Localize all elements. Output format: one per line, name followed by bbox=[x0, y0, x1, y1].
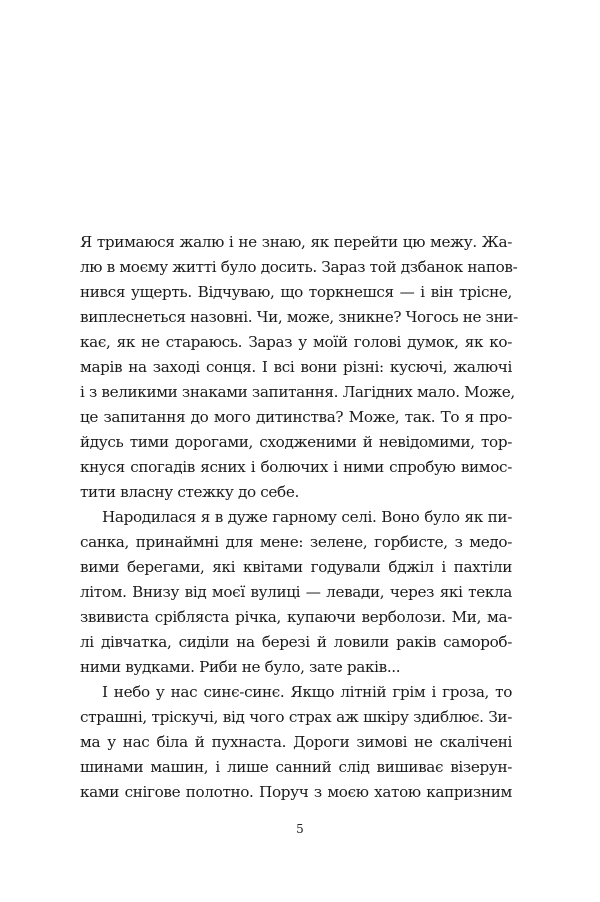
text-line: І небо у нас синє-синє. Якщо літній грім і гроза, то bbox=[102, 683, 512, 701]
text-line: шинами машин, і лише санний слід вишиває візерун- bbox=[80, 758, 512, 776]
text-line: це запитання до мого дитинства? Може, так. То я про- bbox=[80, 408, 512, 426]
text-line: звивиста срібляста річка, купаючи верболози. Ми, ма- bbox=[80, 608, 512, 626]
text-line: санка, принаймні для мене: зелене, горбисте, з медо- bbox=[80, 533, 512, 551]
text-line: ними вудками. Риби не було, зате раків... bbox=[80, 658, 401, 676]
text-line: нився ущерть. Відчуваю, що торкнешся — і він трісне, bbox=[80, 283, 512, 301]
text-line: ками снігове полотно. Поруч з моєю хатою капризним bbox=[80, 783, 512, 801]
text-line: марів на заході сонця. І всі вони різні: кусючі, жалючі bbox=[80, 358, 512, 376]
text-line: вими берегами, які квітами годували бджіл і пахтіли bbox=[80, 558, 512, 576]
text-line: кнуся спогадів ясних і болючих і ними спробую вимос- bbox=[80, 458, 512, 476]
text-line: лю в моєму житті було досить. Зараз той дзбанок напов- bbox=[80, 258, 518, 276]
body-text bbox=[80, 230, 518, 805]
text-line: Народилася я в дуже гарному селі. Воно було як пи- bbox=[102, 508, 512, 526]
text-line: літом. Внизу від моєї вулиці — левади, через які текла bbox=[80, 583, 512, 601]
text-line: лі дівчатка, сиділи на березі й ловили раків самороб- bbox=[80, 633, 512, 651]
text-line: Я тримаюся жалю і не знаю, як перейти цю межу. Жа- bbox=[80, 233, 512, 251]
text-line: кає, як не стараюсь. Зараз у моїй голові думок, як ко- bbox=[80, 333, 512, 351]
text-line: тити власну стежку до себе. bbox=[80, 483, 299, 501]
text-line: йдусь тими дорогами, сходженими й невідомими, тор- bbox=[80, 433, 512, 451]
text-line: ма у нас біла й пухнаста. Дороги зимові не скалічені bbox=[80, 733, 512, 751]
text-line: виплеснеться назовні. Чи, може, зникне? Чогось не зни- bbox=[80, 308, 518, 326]
text-line: і з великими знаками запитання. Лагідних мало. Може, bbox=[80, 383, 515, 401]
page-number: 5 bbox=[296, 822, 304, 836]
text-line: страшні, тріскучі, від чого страх аж шкіру здиблює. Зи- bbox=[80, 708, 512, 726]
